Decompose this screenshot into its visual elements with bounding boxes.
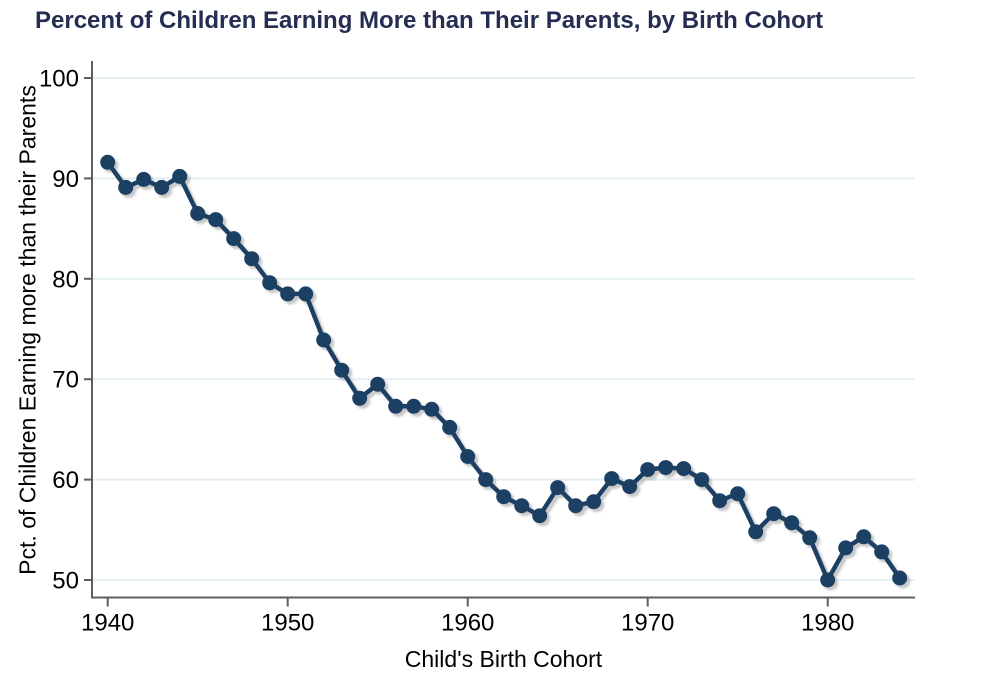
data-point-1940 — [100, 155, 115, 170]
data-point-1944 — [172, 169, 187, 184]
data-point-1969 — [622, 479, 637, 494]
data-point-1979 — [802, 530, 817, 545]
data-point-1980 — [820, 573, 835, 588]
y-tick-label-80: 80 — [52, 266, 79, 294]
y-tick-label-70: 70 — [52, 366, 79, 394]
data-point-1950 — [280, 286, 295, 301]
y-axis-title: Pct. of Children Earning more than their Parents — [14, 85, 41, 575]
data-point-1951 — [298, 286, 313, 301]
data-point-1949 — [262, 275, 277, 290]
data-point-1953 — [334, 363, 349, 378]
data-point-1978 — [784, 515, 799, 530]
data-point-1975 — [730, 486, 745, 501]
data-point-1971 — [658, 460, 673, 475]
data-point-1943 — [154, 180, 169, 195]
data-point-1977 — [766, 506, 781, 521]
data-point-1967 — [586, 494, 601, 509]
x-tick-label-1940: 1940 — [81, 609, 135, 637]
data-point-1966 — [568, 498, 583, 513]
data-point-1973 — [694, 472, 709, 487]
data-series — [100, 155, 907, 588]
data-point-1960 — [460, 449, 475, 464]
x-tick-label-1980: 1980 — [801, 609, 855, 637]
y-tick-label-90: 90 — [52, 165, 79, 193]
x-tick-label-1970: 1970 — [621, 609, 675, 637]
data-point-1982 — [856, 529, 871, 544]
data-point-1963 — [514, 498, 529, 513]
chart-title: Percent of Children Earning More than Their Parents, by Birth Cohort — [35, 7, 824, 34]
data-point-1959 — [442, 420, 457, 435]
x-axis-title: Child's Birth Cohort — [404, 646, 603, 672]
data-point-1974 — [712, 493, 727, 508]
y-tick-label-50: 50 — [52, 567, 79, 595]
data-point-1976 — [748, 524, 763, 539]
x-tick-label-1950: 1950 — [261, 609, 315, 637]
data-point-1948 — [244, 251, 259, 266]
data-point-1941 — [118, 180, 133, 195]
x-tick-label-1960: 1960 — [441, 609, 495, 637]
data-point-1970 — [640, 462, 655, 477]
data-point-1945 — [190, 206, 205, 221]
trend-line — [108, 162, 900, 580]
data-point-1958 — [424, 402, 439, 417]
data-point-1946 — [208, 212, 223, 227]
data-point-1972 — [676, 461, 691, 476]
data-point-1984 — [892, 571, 907, 586]
data-point-1956 — [388, 399, 403, 414]
y-tick-label-60: 60 — [52, 467, 79, 495]
data-point-1957 — [406, 399, 421, 414]
data-point-1965 — [550, 480, 565, 495]
y-tick-label-100: 100 — [38, 65, 79, 93]
data-point-1981 — [838, 540, 853, 555]
data-point-1961 — [478, 472, 493, 487]
data-point-1964 — [532, 508, 547, 523]
data-point-1983 — [874, 544, 889, 559]
data-point-1968 — [604, 471, 619, 486]
data-point-1952 — [316, 333, 331, 348]
data-point-1942 — [136, 172, 151, 187]
data-point-1954 — [352, 391, 367, 406]
data-point-1947 — [226, 231, 241, 246]
data-point-1962 — [496, 489, 511, 504]
data-point-1955 — [370, 377, 385, 392]
